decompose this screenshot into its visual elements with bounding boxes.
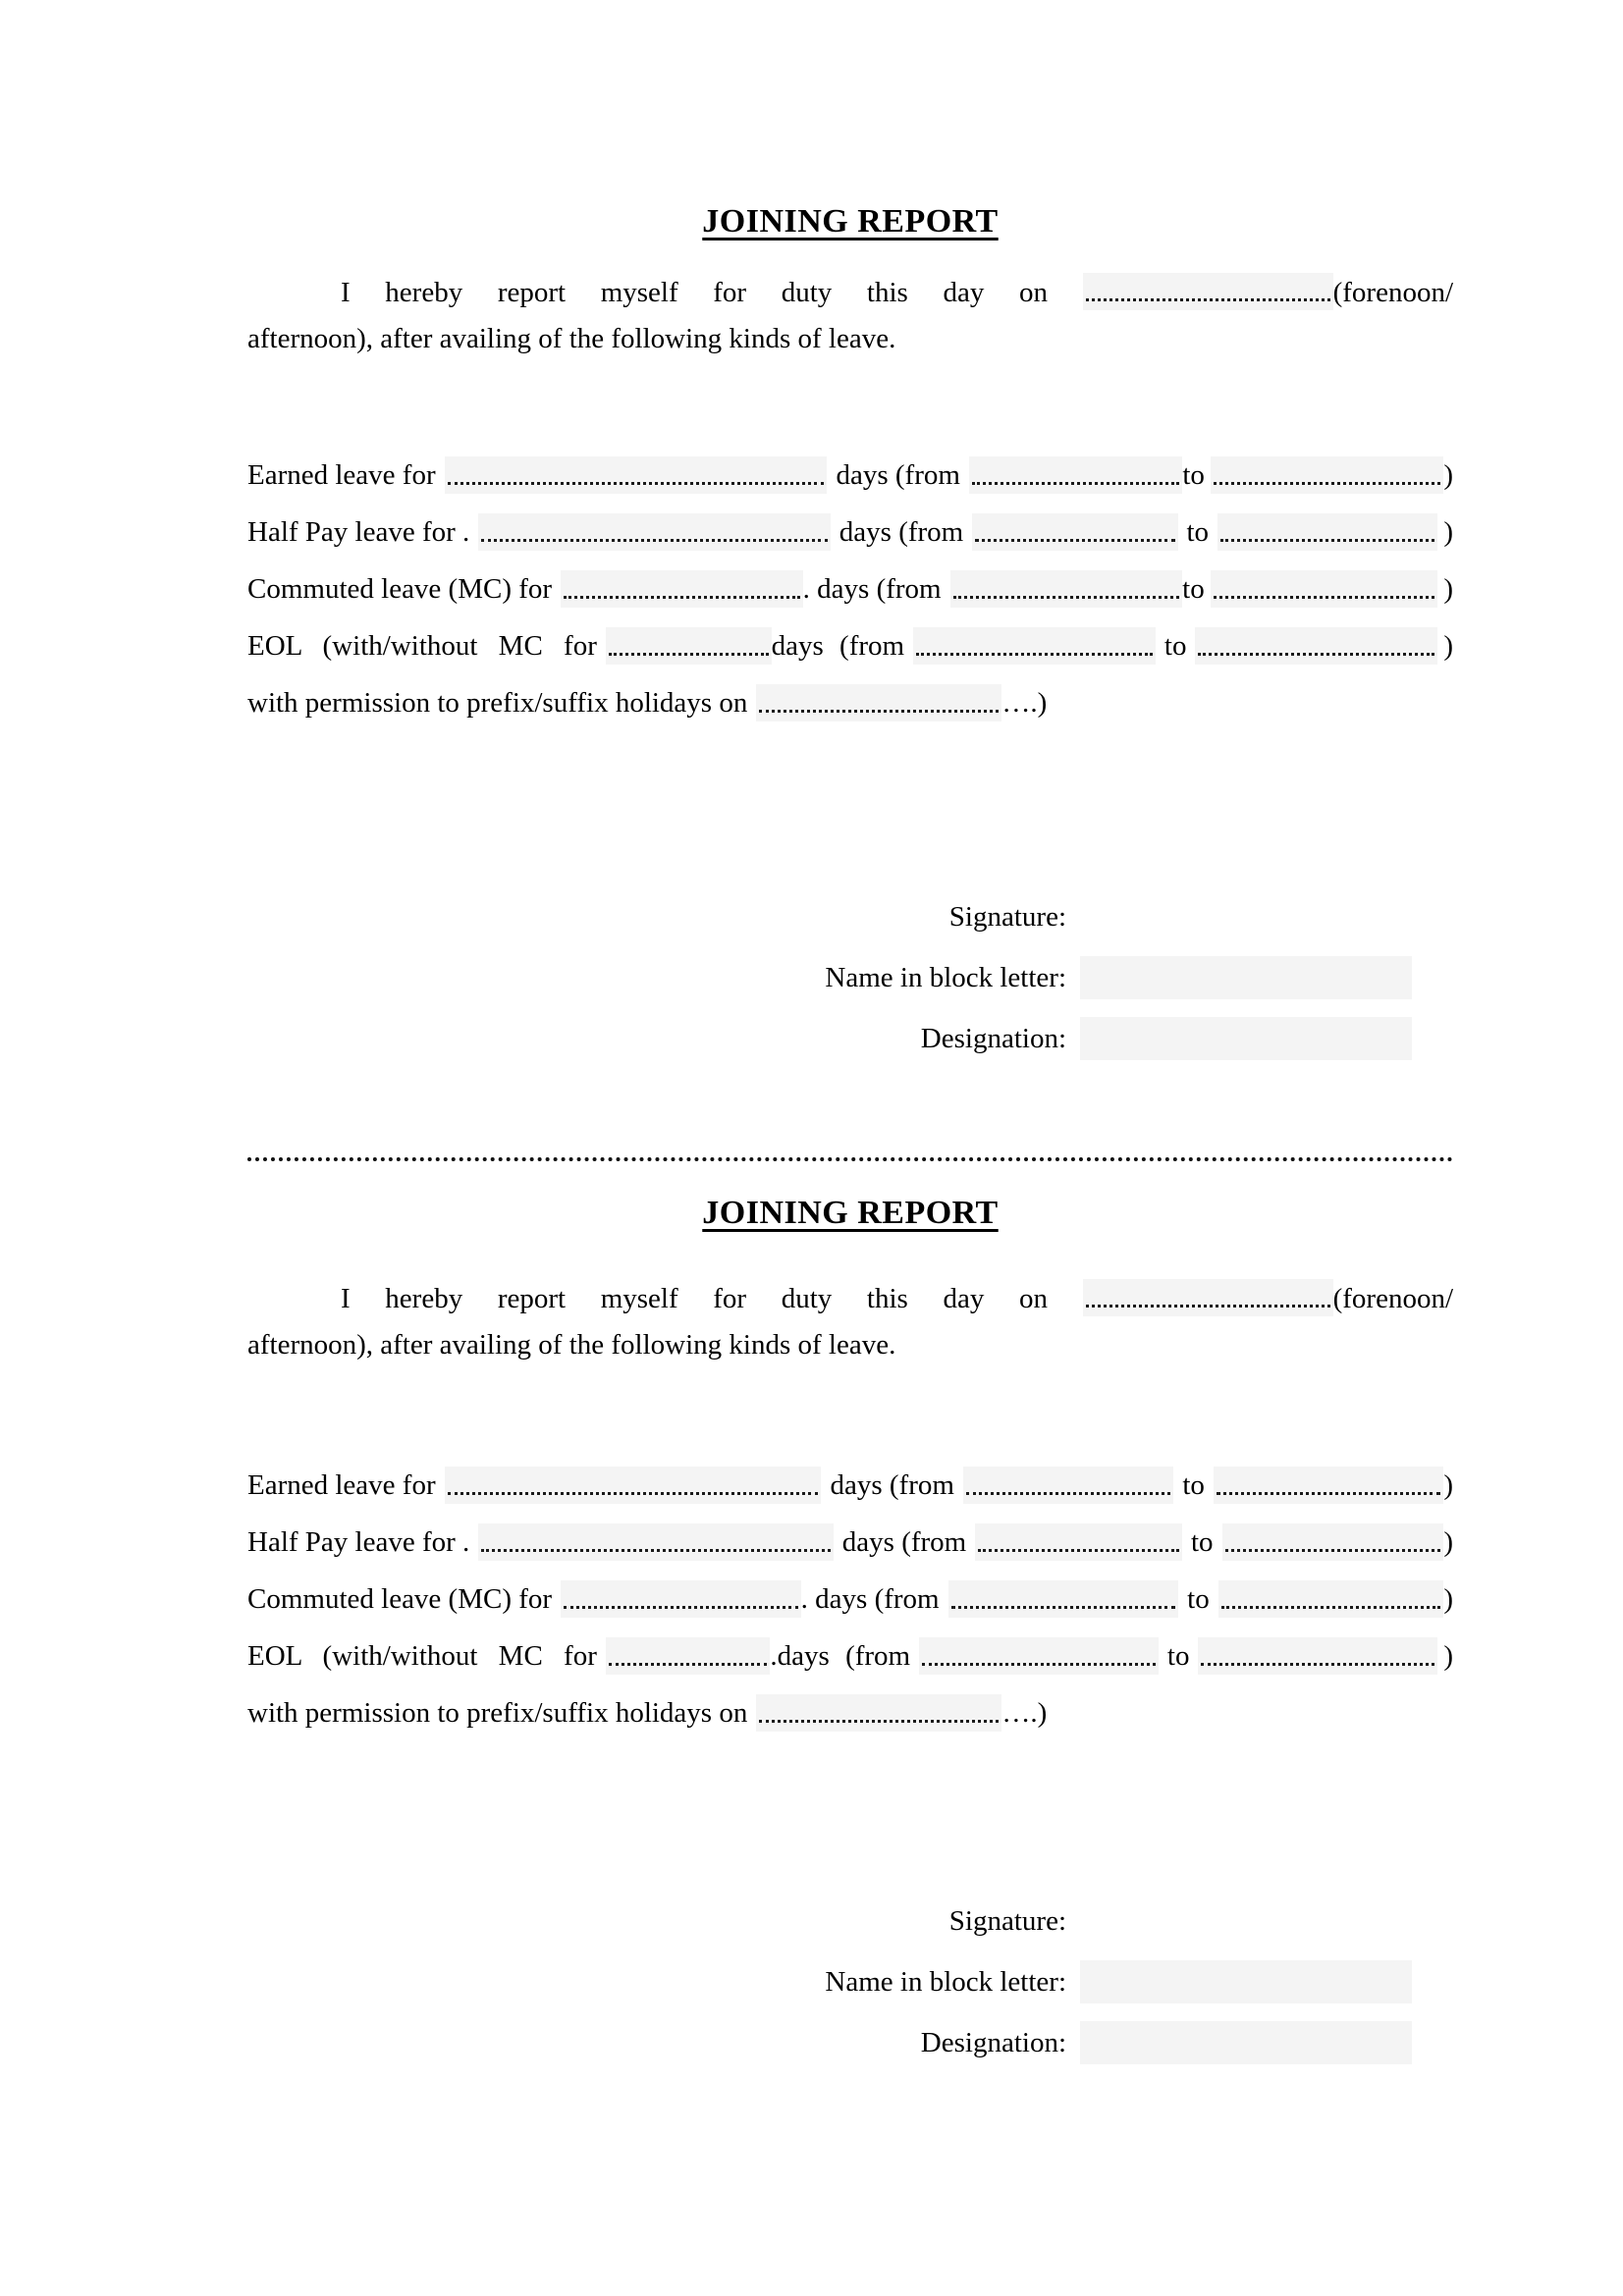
eol-leave-line [247, 617, 1453, 674]
designation-row [247, 2012, 1453, 2073]
earned-leave-line [247, 1457, 1453, 1514]
eol-leave-line [247, 1628, 1453, 1684]
eol-from-date-field[interactable] [919, 1637, 1159, 1675]
intro-text-before-field: I hereby report myself for duty this day on [341, 277, 1048, 308]
designation-label: Designation: [920, 1022, 1066, 1054]
days-from-label: days (from [839, 515, 964, 548]
half-pay-days-field[interactable] [478, 513, 831, 551]
earned-leave-to-date-field[interactable] [1211, 456, 1443, 494]
half-pay-leave-line [247, 1514, 1453, 1571]
earned-leave-from-date-field[interactable] [963, 1467, 1173, 1504]
half-pay-from-date-field[interactable] [972, 513, 1177, 551]
days-from-label: days (from [836, 458, 960, 491]
commuted-days-field[interactable] [561, 1580, 801, 1618]
close-paren: ) [1443, 1582, 1453, 1615]
to-label: to [1166, 1639, 1190, 1672]
commuted-leave-line [247, 561, 1453, 617]
earned-leave-days-field[interactable] [445, 456, 828, 494]
holidays-date-field[interactable] [756, 1694, 1001, 1732]
earned-leave-line [247, 447, 1453, 504]
intro-line-2: afternoon), after availing of the following kinds of leave. [247, 1329, 896, 1361]
ellipsis-close-paren: ….) [1001, 686, 1048, 719]
days-from-label: . days (from [800, 1582, 940, 1615]
name-in-block-letter-label: Name in block letter: [825, 961, 1066, 993]
intro-line-1 [247, 1276, 1453, 1322]
intro-paragraph [247, 1276, 1453, 1368]
leave-details-block [247, 447, 1453, 731]
days-from-label: days (from [771, 629, 905, 662]
to-label: to [1163, 629, 1187, 662]
joining-report-title: JOINING REPORT [702, 203, 999, 240]
days-from-label: days (from [830, 1468, 954, 1501]
designation-row [247, 1008, 1453, 1069]
section-separator-dotted-line [247, 1157, 1453, 1161]
intro-text-before-field: I hereby report myself for duty this day on [341, 1283, 1048, 1314]
commuted-days-field[interactable] [561, 570, 803, 608]
holidays-permission-line [247, 674, 1453, 731]
name-input-box[interactable] [1080, 956, 1412, 999]
name-row [247, 1951, 1453, 2012]
intro-line-2: afternoon), after availing of the following kinds of leave. [247, 323, 896, 354]
duty-date-field[interactable] [1083, 1279, 1333, 1316]
intro-paragraph [247, 270, 1453, 362]
holidays-permission-label: with permission to prefix/suffix holidays on [247, 1696, 748, 1729]
commuted-from-date-field[interactable] [948, 1580, 1179, 1618]
close-paren: ) [1443, 572, 1453, 605]
name-in-block-letter-label: Name in block letter: [825, 1965, 1066, 1998]
earned-leave-days-field[interactable] [445, 1467, 822, 1504]
eol-from-date-field[interactable] [913, 627, 1156, 665]
leave-details-block [247, 1457, 1453, 1741]
name-input-box[interactable] [1080, 1960, 1412, 2003]
eol-leave-label: EOL (with/without MC for [247, 629, 597, 662]
holidays-permission-line [247, 1684, 1453, 1741]
name-row [247, 947, 1453, 1008]
duty-date-field[interactable] [1083, 273, 1333, 310]
earned-leave-label: Earned leave for [247, 1468, 436, 1501]
commuted-to-date-field[interactable] [1211, 570, 1438, 608]
eol-to-date-field[interactable] [1198, 1637, 1437, 1675]
commuted-leave-label: Commuted leave (MC) for [247, 1582, 553, 1615]
to-label: to [1182, 572, 1205, 605]
to-label: to [1182, 458, 1205, 491]
half-pay-leave-label: Half Pay leave for . [247, 515, 470, 548]
to-label: to [1186, 515, 1210, 548]
signature-label: Signature: [948, 1904, 1066, 1937]
joining-report-title: JOINING REPORT [702, 1195, 999, 1231]
signature-row [247, 886, 1453, 947]
commuted-leave-line [247, 1571, 1453, 1628]
earned-leave-to-date-field[interactable] [1214, 1467, 1443, 1504]
signature-row [247, 1891, 1453, 1951]
commuted-to-date-field[interactable] [1218, 1580, 1444, 1618]
close-paren: ) [1443, 629, 1454, 662]
signature-block [247, 1891, 1453, 2073]
half-pay-days-field[interactable] [478, 1523, 834, 1561]
eol-leave-label: EOL (with/without MC for [247, 1639, 597, 1672]
days-from-label: . days (from [802, 572, 942, 605]
commuted-from-date-field[interactable] [950, 570, 1183, 608]
half-pay-leave-line [247, 504, 1453, 561]
designation-input-box[interactable] [1080, 1017, 1412, 1060]
holidays-permission-label: with permission to prefix/suffix holidays on [247, 686, 748, 719]
half-pay-to-date-field[interactable] [1222, 1523, 1444, 1561]
commuted-leave-label: Commuted leave (MC) for [247, 572, 553, 605]
close-paren: ) [1443, 515, 1453, 548]
holidays-date-field[interactable] [756, 684, 1001, 721]
earned-leave-label: Earned leave for [247, 458, 436, 491]
half-pay-to-date-field[interactable] [1217, 513, 1437, 551]
close-paren: ) [1443, 1639, 1453, 1672]
half-pay-leave-label: Half Pay leave for . [247, 1525, 470, 1558]
to-label: to [1191, 1525, 1214, 1558]
designation-input-box[interactable] [1080, 2021, 1412, 2064]
to-label: to [1182, 1468, 1205, 1501]
signature-block [247, 886, 1453, 1069]
eol-to-date-field[interactable] [1195, 627, 1437, 665]
eol-days-field[interactable] [606, 627, 772, 665]
close-paren: ) [1443, 1525, 1453, 1558]
designation-label: Designation: [920, 2026, 1066, 2058]
close-paren: ) [1443, 1468, 1454, 1501]
eol-days-field[interactable] [606, 1637, 771, 1675]
to-label: to [1187, 1582, 1210, 1615]
close-paren: ) [1443, 458, 1454, 491]
half-pay-from-date-field[interactable] [975, 1523, 1182, 1561]
days-from-label: days (from [841, 1525, 967, 1558]
intro-line-1 [247, 270, 1453, 316]
signature-label: Signature: [948, 900, 1066, 933]
intro-text-after-field: (forenoon/ [1332, 277, 1454, 308]
intro-text-after-field: (forenoon/ [1332, 1283, 1454, 1314]
ellipsis-close-paren: ….) [1001, 1696, 1048, 1729]
days-from-label: .days (from [770, 1639, 911, 1672]
earned-leave-from-date-field[interactable] [969, 456, 1182, 494]
